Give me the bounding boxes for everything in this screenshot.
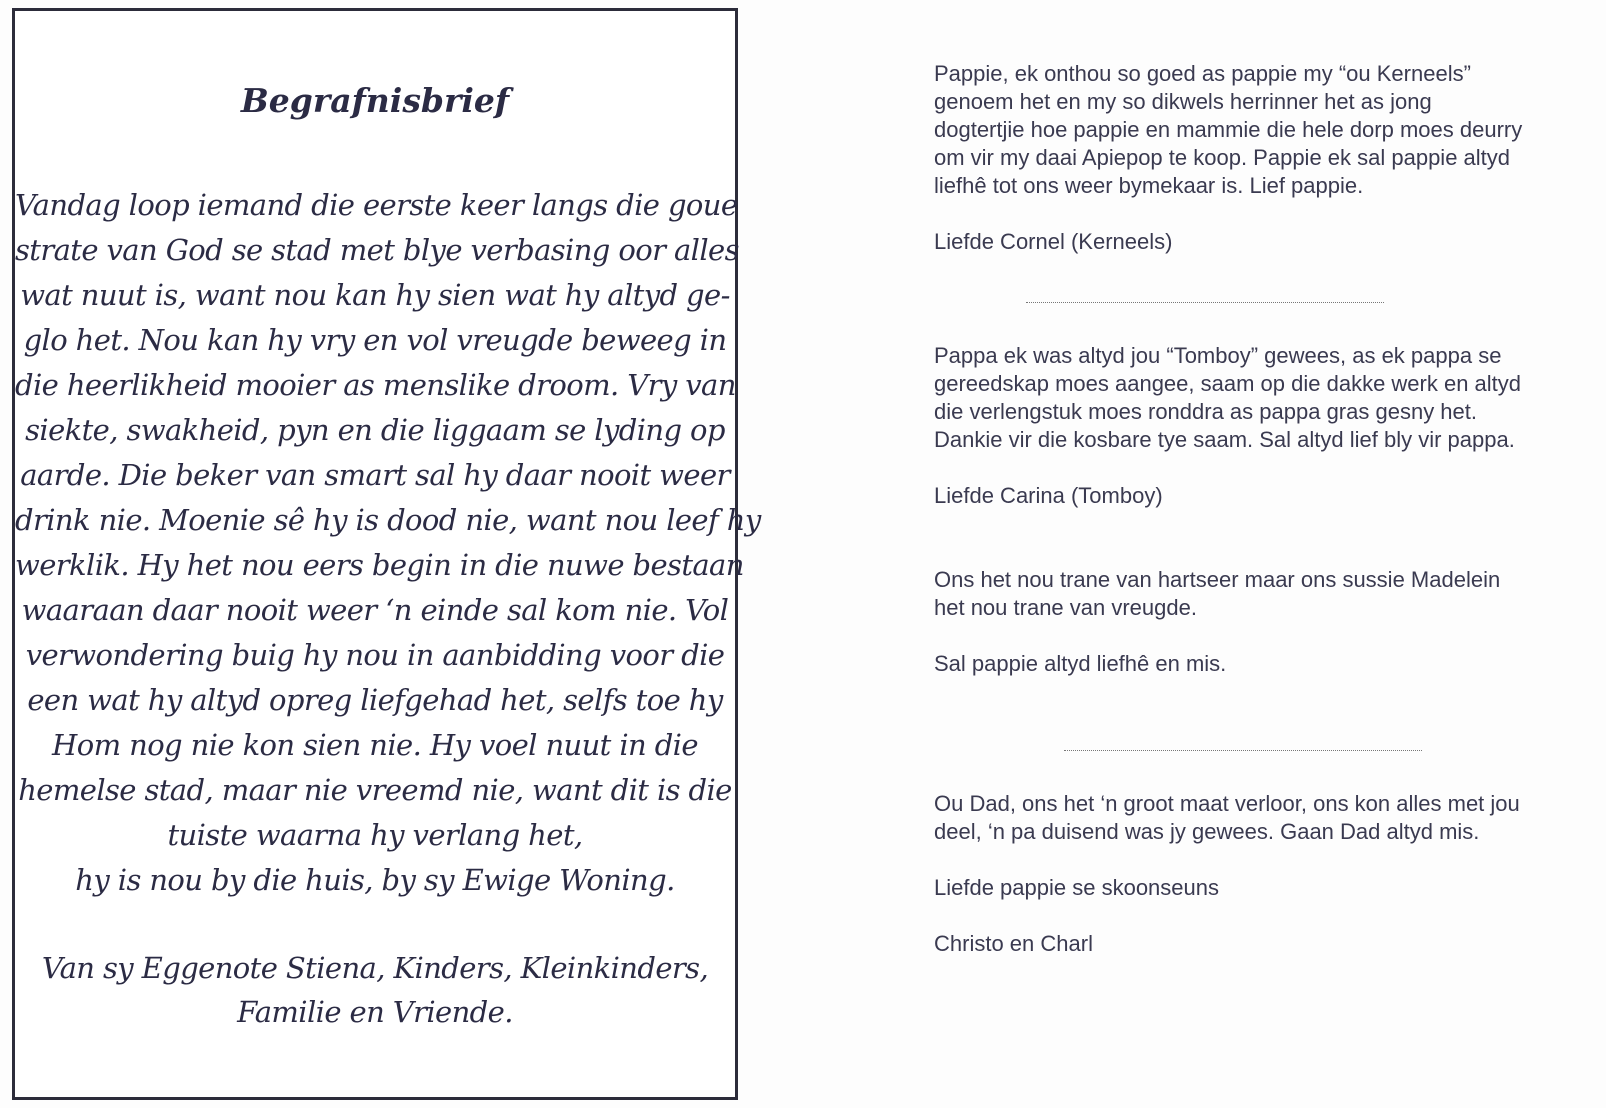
- signature-line: Familie en Vriende.: [237, 995, 513, 1029]
- tribute-cornel-line: om vir my daai Apiepop te koop. Pappie ek sal pappie altyd: [934, 145, 1511, 170]
- poem-title: Begrafnisbrief: [240, 81, 510, 120]
- tribute-carina-line: Dankie vir die kosbare tye saam. Sal altyd lief bly vir pappa.: [934, 427, 1515, 452]
- poem-line: tuiste waarna hy verlang het,: [167, 818, 583, 852]
- tribute-carina-line: die verlengstuk moes ronddra as pappa gras gesny het.: [934, 399, 1477, 424]
- poem-body: [15, 183, 761, 903]
- dotted-divider: [1064, 750, 1422, 751]
- tribute-madelein-signature: Sal pappie altyd liefhê en mis.: [934, 651, 1227, 676]
- poem-line: strate van God se stad met blye verbasing oor alles: [15, 233, 739, 267]
- poem-line: siekte, swakheid, pyn en die liggaam se lyding op: [25, 413, 725, 447]
- tribute-cornel-line: dogtertjie hoe pappie en mammie die hele dorp moes deurry: [934, 117, 1523, 142]
- poem-line: een wat hy altyd opreg liefgehad het, selfs toe hy: [27, 683, 723, 717]
- tribute-carina-signature: Liefde Carina (Tomboy): [934, 483, 1163, 508]
- poem-line: waaraan daar nooit weer ‘n einde sal kom nie. Vol: [21, 593, 729, 627]
- signature-line: Van sy Eggenote Stiena, Kinders, Kleinkinders,: [41, 951, 709, 985]
- dotted-divider: [1026, 302, 1384, 303]
- poem-line: hemelse stad, maar nie vreemd nie, want dit is die: [18, 773, 732, 807]
- tribute-cornel-line: genoem het en my so dikwels herrinner het as jong: [934, 89, 1432, 114]
- poem-line: glo het. Nou kan hy vry en vol vreugde beweeg in: [23, 323, 727, 357]
- tribute-sons-in-law-line: deel, ‘n pa duisend was jy gewees. Gaan Dad altyd mis.: [934, 819, 1480, 844]
- tribute-sons-in-law-signature: Liefde pappie se skoonseuns: [934, 875, 1219, 900]
- poem-frame: [12, 8, 761, 1100]
- poem-line: verwondering buig hy nou in aanbidding voor die: [25, 638, 725, 672]
- poem-line: aarde. Die beker van smart sal hy daar nooit weer: [20, 458, 730, 492]
- tribute-cornel-signature: Liefde Cornel (Kerneels): [934, 229, 1173, 254]
- poem-line: werklik. Hy het nou eers begin in die nuwe bestaan: [15, 548, 744, 582]
- tribute-madelein-line: Ons het nou trane van hartseer maar ons sussie Madelein: [934, 567, 1501, 592]
- tribute-cornel-line: Pappie, ek onthou so goed as pappie my “ou Kerneels”: [934, 61, 1471, 86]
- tribute-cornel-line: liefhê tot ons weer bymekaar is. Lief pappie.: [934, 173, 1364, 198]
- poem-line: Vandag loop iemand die eerste keer langs die goue: [15, 188, 738, 222]
- tribute-carina-line: Pappa ek was altyd jou “Tomboy” gewees, as ek pappa se: [934, 343, 1502, 368]
- poem-signature: [15, 946, 735, 1034]
- poem-line: drink nie. Moenie sê hy is dood nie, want nou leef hy: [15, 503, 761, 537]
- tribute-sons-in-law-line: Ou Dad, ons het ‘n groot maat verloor, ons kon alles met jou: [934, 791, 1520, 816]
- tribute-carina-line: gereedskap moes aangee, saam op die dakke werk en altyd: [934, 371, 1522, 396]
- poem-line: wat nuut is, want nou kan hy sien wat hy altyd ge-: [20, 278, 730, 312]
- poem-line: Hom nog nie kon sien nie. Hy voel nuut in die: [52, 728, 698, 762]
- tribute-sons-in-law-names: Christo en Charl: [934, 931, 1093, 956]
- poem-line: hy is nou by die huis, by sy Ewige Woning.: [75, 863, 675, 897]
- tribute-madelein-line: het nou trane van vreugde.: [934, 595, 1197, 620]
- poem-line: die heerlikheid mooier as menslike droom. Vry van: [15, 368, 736, 402]
